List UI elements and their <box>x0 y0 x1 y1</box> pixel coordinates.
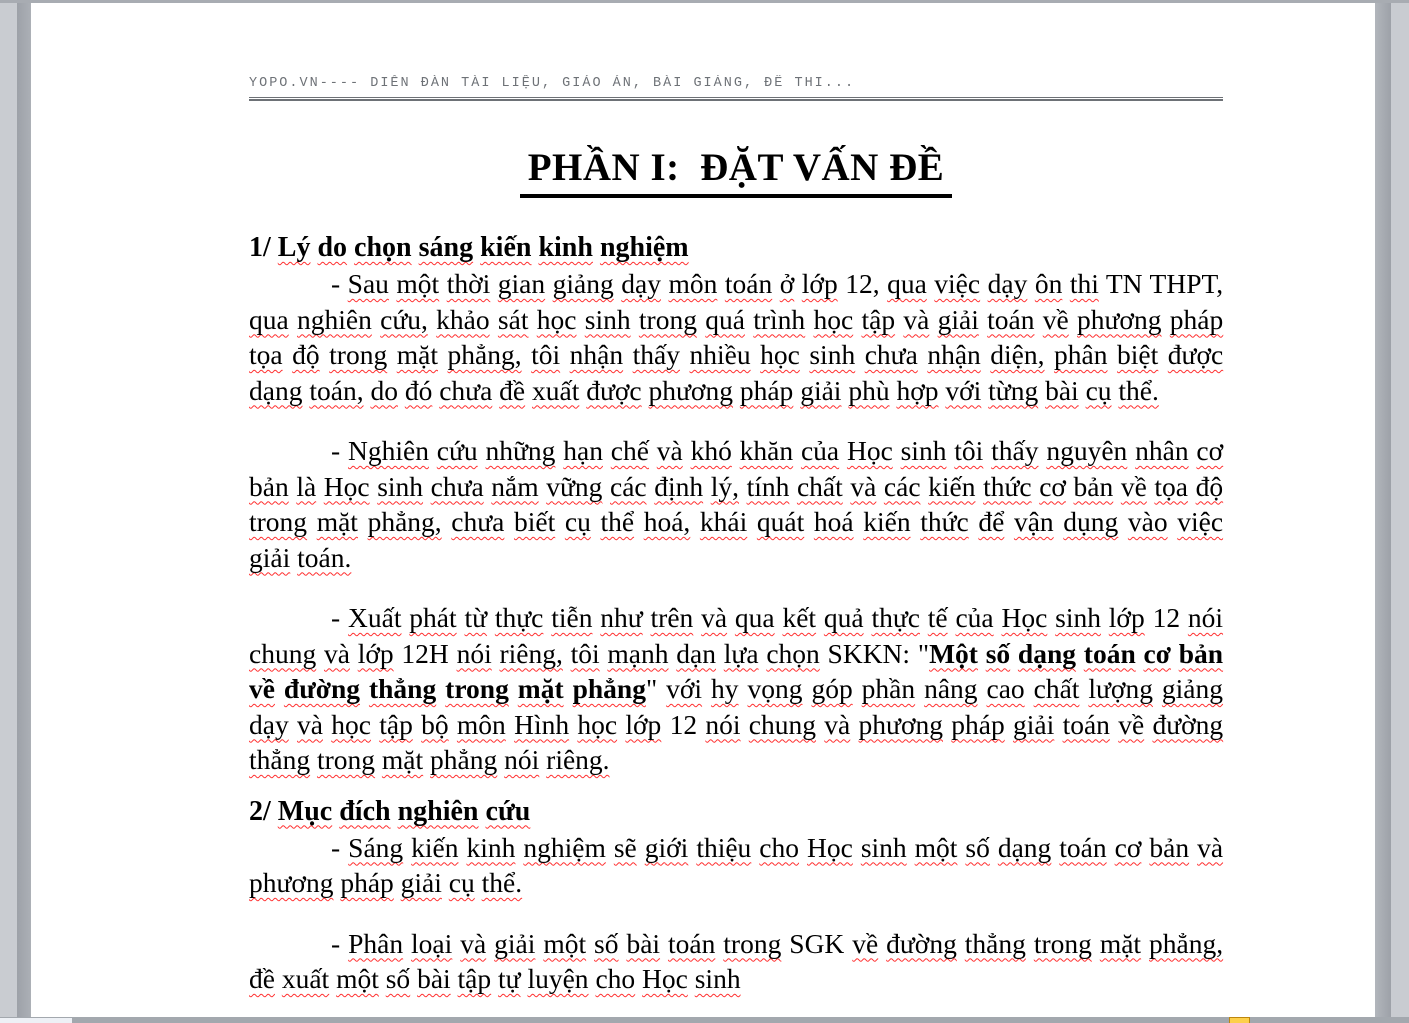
document-title: PHẦN I: ĐẶT VẤN ĐỀ <box>520 145 953 198</box>
document-page[interactable] <box>31 3 1375 1017</box>
header-rule <box>249 97 1223 101</box>
document-header-text: YOPO.VN---- DIỄN ĐÀN TÀI LIỆU, GIÁO ÁN, BÀI GIẢNG, ĐỀ THI... <box>249 76 856 91</box>
bottom-scrollbar[interactable] <box>0 1017 1409 1023</box>
page-shadow-left <box>17 3 31 1017</box>
paragraph: - Sau một thời gian giảng dạy môn toán ở lớp 12, qua việc dạy ôn thi TN THPT, qua nghiên cứu, khảo sát học sinh trong quá trình học tập và giải toán về phương pháp tọa độ trong mặt phẳng, tôi nhận thấy nhiều học sinh chưa nhận diện, phân biệt được dạng toán, do đó chưa đề xuất được phương pháp giải phù hợp với từng bài cụ thể. <box>249 268 1224 406</box>
document-body <box>249 230 1223 997</box>
page-shadow-right <box>1375 3 1391 1017</box>
paragraph: - Xuất phát từ thực tiễn như trên và qua kết quả thực tế của Học sinh lớp 12 nói chung và lớp 12H nói riêng, tôi mạnh dạn lựa chọn SKKN: "Một số dạng toán cơ bản về đường thẳng trong mặt phẳng" với hy vọng góp phần nâng cao chất lượng giảng dạy và học tập bộ môn Hình học lớp 12 nói chung và phương pháp giải toán về đường thẳng trong mặt phẳng nói riêng. <box>249 602 1224 775</box>
section-heading: 1/ Lý do chọn sáng kiến kinh nghiệm <box>249 232 689 263</box>
statusbar-left-segment <box>0 1018 72 1023</box>
desk-area-right <box>1391 3 1409 1017</box>
taskbar-highlight-button[interactable] <box>1229 1017 1250 1023</box>
desk-area-left <box>0 3 17 1017</box>
paragraph: - Nghiên cứu những hạn chế và khó khăn của Học sinh tôi thấy nguyên nhân cơ bản là Học sinh chưa nắm vững các định lý, tính chất và các kiến thức cơ bản về tọa độ trong mặt phẳng, chưa biết cụ thể hoá, khái quát hoá kiến thức để vận dụng vào việc giải toán. <box>249 435 1224 573</box>
title-line <box>249 145 1223 198</box>
paragraph: - Sáng kiến kinh nghiệm sẽ giới thiệu cho Học sinh một số dạng toán cơ bản và phương pháp giải cụ thể. <box>249 831 1224 898</box>
section-heading: 2/ Mục đích nghiên cứu <box>249 795 531 827</box>
paragraph: - Phân loại và giải một số bài toán trong SGK về đường thẳng trong mặt phẳng, đề xuất một số bài tập tự luyện cho Học sinh <box>249 927 1224 994</box>
page-content <box>31 3 1375 997</box>
